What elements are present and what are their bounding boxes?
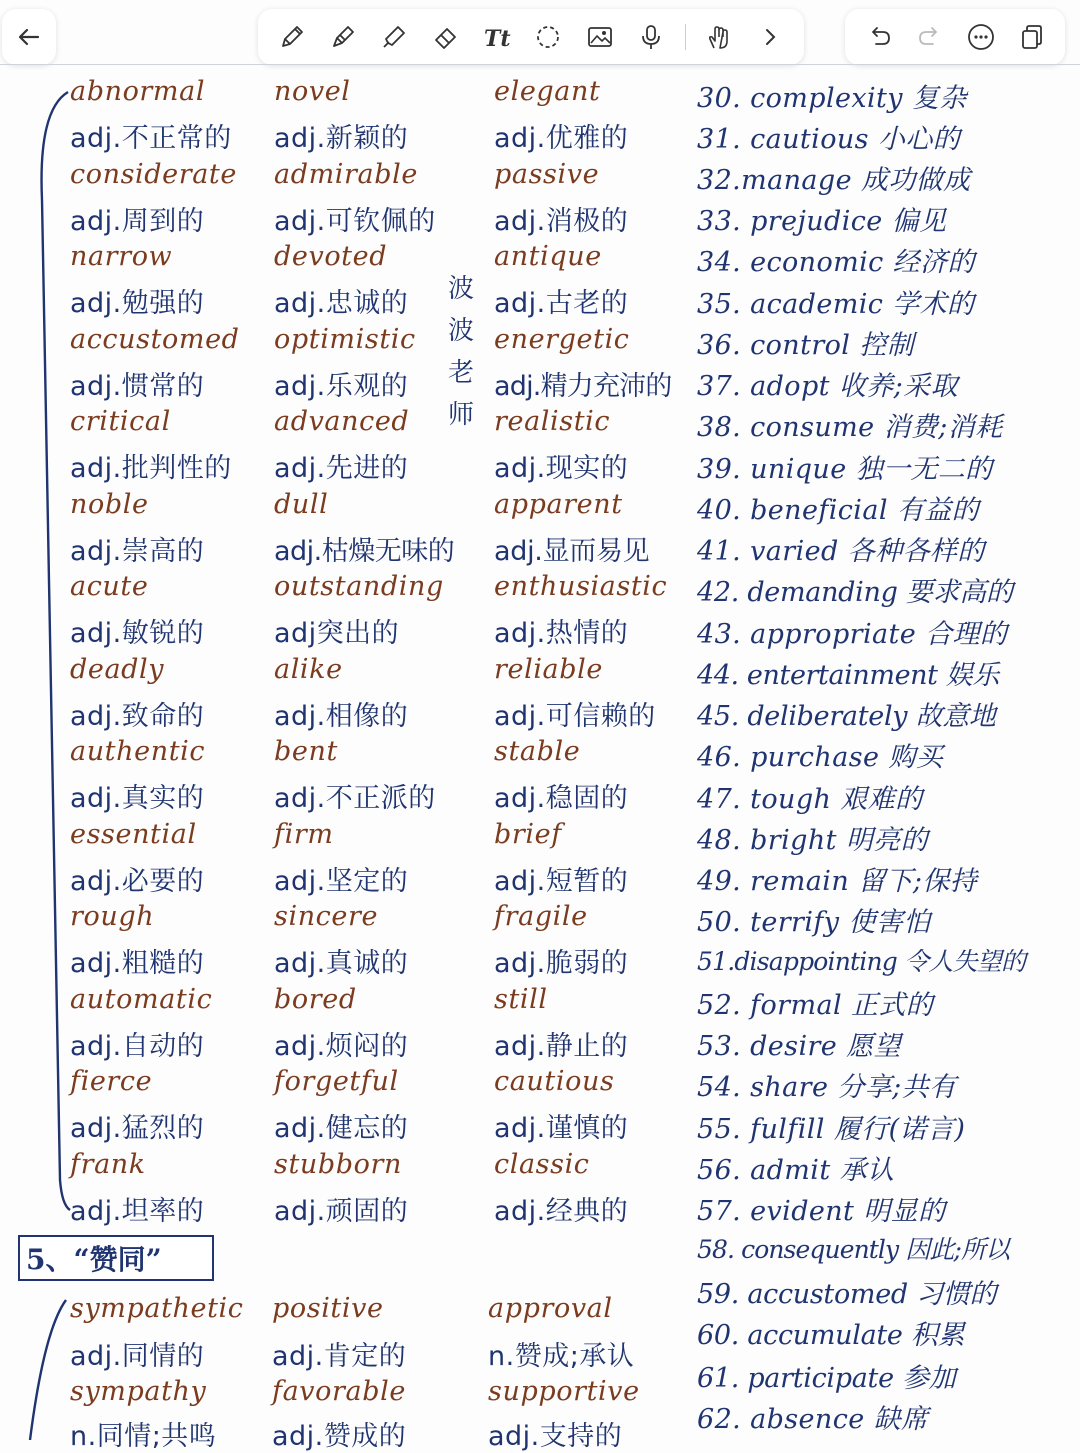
numbered-entry: 55. fulfill 履行(诺言) [697, 1114, 966, 1145]
numbered-entry: 31. cautious 小心的 [697, 124, 961, 155]
vocab-word: bent [274, 736, 338, 767]
vocab-meaning: adj.崇高的 [70, 536, 205, 567]
watermark-char: 师 [447, 400, 474, 430]
vocab-word: favorable [272, 1376, 406, 1407]
vocab-word: stable [494, 736, 581, 767]
numbered-entry: 54. share 分享;共有 [697, 1072, 957, 1103]
numbered-entry: 46. purchase 购买 [697, 742, 944, 773]
vocab-word: noble [70, 489, 149, 520]
vocab-word: dull [274, 489, 329, 520]
vocab-word: elegant [494, 76, 601, 107]
vocab-meaning: n.赞成;承认 [488, 1341, 635, 1372]
vocab-meaning: adj.显而易见 [494, 536, 650, 567]
numbered-entry: 58. consequently 因此;所以 [697, 1235, 1010, 1264]
vocab-meaning: adj.同情的 [70, 1341, 205, 1372]
numbered-entry: 40. beneficial 有益的 [697, 495, 980, 526]
vocab-meaning: adj.烦闷的 [274, 1031, 409, 1062]
vocab-meaning: adj.新颖的 [274, 123, 409, 154]
vocab-word: alike [274, 654, 343, 685]
vocab-meaning: adj.惯常的 [70, 371, 205, 402]
vocab-meaning: adj.经典的 [494, 1196, 629, 1227]
vocab-word: admirable [274, 159, 418, 190]
numbered-entry: 35. academic 学术的 [697, 289, 975, 320]
vocab-word: still [494, 984, 548, 1015]
vocab-meaning: adj.坚定的 [274, 866, 409, 897]
numbered-entry: 57. evident 明显的 [697, 1196, 946, 1227]
vocab-meaning: adj.精力充沛的 [494, 371, 672, 402]
vocab-meaning: adj.枯燥无味的 [274, 536, 455, 567]
vocab-meaning: adj.相像的 [274, 701, 409, 732]
numbered-entry: 34. economic 经济的 [697, 247, 975, 278]
vocab-meaning: adj.先进的 [274, 453, 409, 484]
vocab-word: enthusiastic [494, 571, 668, 602]
vocab-meaning: adj.古老的 [494, 288, 629, 319]
vocab-word: essential [70, 819, 197, 850]
vocab-word: rough [70, 901, 155, 932]
vocab-word: sympathetic [70, 1293, 244, 1324]
vocab-meaning: adj.真诚的 [274, 948, 409, 979]
vocab-meaning: adj.不正常的 [70, 123, 232, 154]
vocab-meaning: adj.坦率的 [70, 1196, 205, 1227]
vocab-word: devoted [274, 241, 388, 272]
vocab-word: advanced [274, 406, 410, 437]
vocab-meaning: adj.自动的 [70, 1031, 205, 1062]
numbered-entry: 49. remain 留下;保持 [697, 866, 978, 897]
vocab-meaning: adj.致命的 [70, 701, 205, 732]
numbered-entry: 60. accumulate 积累 [697, 1320, 965, 1351]
numbered-entry: 56. admit 承认 [697, 1155, 895, 1186]
vocab-word: abnormal [70, 76, 206, 107]
vocab-word: narrow [70, 241, 173, 272]
vocab-meaning: adj.粗糙的 [70, 948, 205, 979]
vocab-meaning: adj.顽固的 [274, 1196, 409, 1227]
numbered-entry: 38. consume 消费;消耗 [697, 412, 1003, 443]
numbered-entry: 59. accustomed 习惯的 [697, 1279, 997, 1310]
vocab-word: critical [70, 406, 171, 437]
vocab-meaning: adj.消极的 [494, 206, 629, 237]
vocab-word: passive [494, 159, 600, 190]
vocab-meaning: adj.优雅的 [494, 123, 629, 154]
vocab-meaning: adj突出的 [274, 618, 400, 649]
vocab-word: stubborn [274, 1149, 403, 1180]
vocab-word: novel [274, 76, 351, 107]
vocab-word: acute [70, 571, 149, 602]
numbered-entry: 41. varied 各种各样的 [697, 536, 985, 567]
vocab-word: forgetful [274, 1066, 399, 1097]
vocab-word: fierce [70, 1066, 153, 1097]
vocab-meaning: adj.稳固的 [494, 783, 629, 814]
numbered-entry: 52. formal 正式的 [697, 990, 934, 1021]
vocab-meaning: adj.支持的 [488, 1421, 623, 1452]
numbered-entry: 32.manage 成功做成 [697, 165, 971, 196]
vocab-word: automatic [70, 984, 213, 1015]
vocab-word: authentic [70, 736, 206, 767]
vocab-meaning: adj.赞成的 [272, 1421, 407, 1452]
vocab-meaning: adj.肯定的 [272, 1341, 407, 1372]
vocab-meaning: adj.谨慎的 [494, 1113, 629, 1144]
vocab-meaning: adj.敏锐的 [70, 618, 205, 649]
section-heading [18, 1235, 214, 1281]
vocab-meaning: adj.忠诚的 [274, 288, 409, 319]
vocab-meaning: adj.健忘的 [274, 1113, 409, 1144]
vocab-word: accustomed [70, 324, 240, 355]
vocab-meaning: adj.可钦佩的 [274, 206, 436, 237]
vocab-word: positive [272, 1293, 384, 1324]
numbered-entry: 45. deliberately 故意地 [697, 701, 996, 732]
watermark-char: 波 [447, 316, 474, 346]
numbered-entry: 39. unique 独一无二的 [697, 454, 993, 485]
vocab-word: classic [494, 1149, 590, 1180]
vocab-word: sincere [274, 901, 379, 932]
vocab-meaning: n.同情;共鸣 [70, 1421, 217, 1452]
vocab-meaning: adj.不正派的 [274, 783, 436, 814]
vocab-word: bored [274, 984, 357, 1015]
vocab-meaning: adj.周到的 [70, 206, 205, 237]
vocab-meaning: adj.猛烈的 [70, 1113, 205, 1144]
vocab-word: brief [494, 819, 562, 850]
vocab-meaning: adj.热情的 [494, 618, 629, 649]
numbered-entry: 62. absence 缺席 [697, 1404, 929, 1435]
vocab-word: frank [70, 1149, 146, 1180]
numbered-entry: 50. terrify 使害怕 [697, 907, 931, 938]
vocab-word: reliable [494, 654, 603, 685]
numbered-entry: 30. complexity 复杂 [697, 83, 967, 114]
vocab-word: deadly [70, 654, 165, 685]
vocab-word: outstanding [274, 571, 444, 602]
numbered-entry: 37. adopt 收养;采取 [697, 371, 958, 402]
vocab-meaning: adj.批判性的 [70, 453, 232, 484]
numbered-entry: 61. participate 参加 [697, 1363, 956, 1394]
vocab-meaning: adj.必要的 [70, 866, 205, 897]
vocab-word: firm [274, 819, 334, 850]
numbered-entry: 44. entertainment 娱乐 [697, 660, 999, 691]
numbered-entry: 53. desire 愿望 [697, 1031, 901, 1062]
vocab-meaning: adj.勉强的 [70, 288, 205, 319]
author-watermark [446, 268, 476, 436]
vocab-word: considerate [70, 159, 237, 190]
section-heading-text: 5、“赞同” [26, 1243, 162, 1276]
numbered-entry: 36. control 控制 [697, 330, 915, 361]
vocab-meaning: adj.短暂的 [494, 866, 629, 897]
vocab-meaning: adj.真实的 [70, 783, 205, 814]
vocab-word: cautious [494, 1066, 615, 1097]
numbered-entry: 48. bright 明亮的 [697, 825, 929, 856]
vocab-meaning: adj.可信赖的 [494, 701, 656, 732]
vocab-word: apparent [494, 489, 623, 520]
watermark-char: 老 [447, 358, 474, 388]
vocab-word: supportive [488, 1376, 640, 1407]
vocab-word: energetic [494, 324, 630, 355]
vocab-word: fragile [494, 901, 588, 932]
svg-text:Tt: Tt [484, 26, 511, 52]
vocab-word: approval [488, 1293, 613, 1324]
vocab-word: realistic [494, 406, 611, 437]
vocab-meaning: adj.现实的 [494, 453, 629, 484]
numbered-entry: 43. appropriate 合理的 [697, 619, 1008, 650]
vocab-word: sympathy [70, 1376, 207, 1407]
watermark-char: 波 [447, 274, 474, 304]
numbered-entry: 47. tough 艰难的 [697, 784, 923, 815]
numbered-entry: 42. demanding 要求高的 [697, 577, 1013, 608]
vocab-meaning: adj.乐观的 [274, 371, 409, 402]
vocab-meaning: adj.静止的 [494, 1031, 629, 1062]
vocab-word: optimistic [274, 324, 416, 355]
vocab-word: antique [494, 241, 602, 272]
vocab-meaning: adj.脆弱的 [494, 948, 629, 979]
numbered-entry: 33. prejudice 偏见 [697, 206, 947, 237]
numbered-entry: 51.disappointing 令人失望的 [697, 947, 1026, 976]
